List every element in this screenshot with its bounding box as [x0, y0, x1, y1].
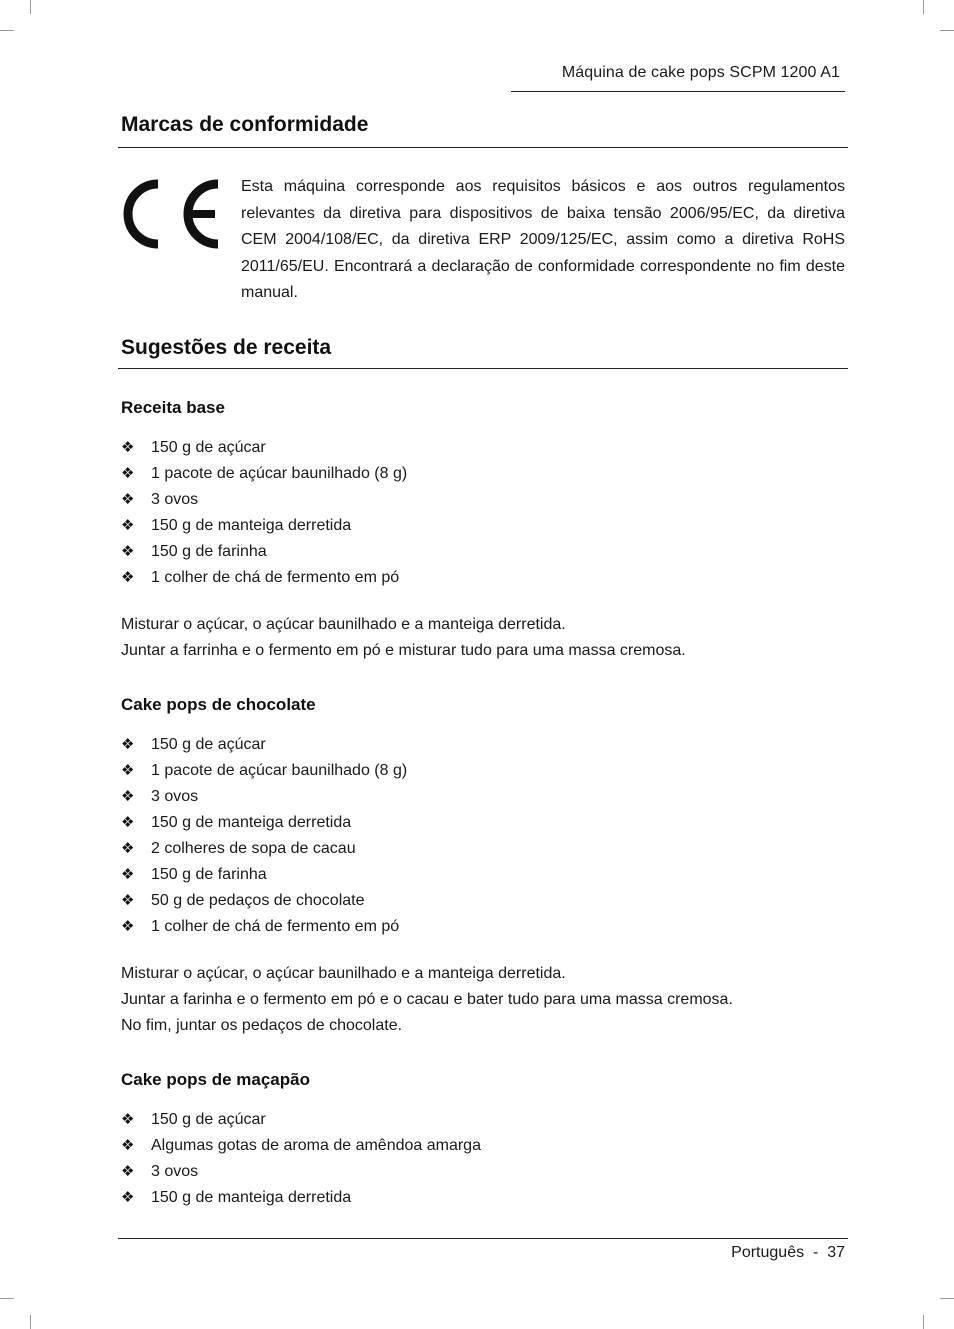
list-item: ❖ 1 pacote de açúcar baunilhado (8 g)	[121, 758, 407, 784]
method-line: Juntar a farinha e o fermento em pó e o cacau e bater tudo para uma massa cremosa.	[121, 991, 733, 1008]
diamond-bullet-icon: ❖	[121, 918, 135, 935]
diamond-bullet-icon: ❖	[121, 1137, 135, 1154]
recipe-title-marzipan: Cake pops de maçapão	[121, 1070, 310, 1089]
crop-mark	[940, 1298, 954, 1299]
list-item: ❖ 1 colher de chá de fermento em pó	[121, 565, 407, 591]
list-item: ❖ 3 ovos	[121, 784, 407, 810]
conformity-text: Esta máquina corresponde aos requisitos básicos e aos outros regulamentos relevantes da diretiva para dispositivos de baixa tensão 2006/95/EC, da diretiva CEM 2004/108/EC, da diretiva ERP 2009/125/EC, assim como a diretiva RoHS 2011/65/EU. Encontrará a declaração de conformidade correspondente no fim deste manual.	[241, 178, 845, 302]
recipe-title-base: Receita base	[121, 398, 225, 417]
list-item: ❖ 150 g de farinha	[121, 862, 407, 888]
footer-rule	[118, 1238, 848, 1239]
diamond-bullet-icon: ❖	[121, 840, 135, 857]
list-item: ❖ 150 g de açúcar	[121, 732, 407, 758]
diamond-bullet-icon: ❖	[121, 788, 135, 805]
recipe-title-chocolate: Cake pops de chocolate	[121, 695, 316, 714]
diamond-bullet-icon: ❖	[121, 1163, 135, 1180]
list-item: ❖ 150 g de manteiga derretida	[121, 810, 407, 836]
list-item: ❖ 3 ovos	[121, 1159, 481, 1185]
list-item: ❖ 1 pacote de açúcar baunilhado (8 g)	[121, 461, 407, 487]
method-line: Misturar o açúcar, o açúcar baunilhado e a manteiga derretida.	[121, 616, 566, 633]
crop-mark	[940, 30, 954, 31]
ingredient-list-chocolate	[121, 732, 407, 940]
diamond-bullet-icon: ❖	[121, 866, 135, 883]
crop-mark	[30, 1315, 31, 1329]
crop-mark	[0, 30, 14, 31]
method-line: No fim, juntar os pedaços de chocolate.	[121, 1017, 403, 1034]
list-item: ❖ 150 g de açúcar	[121, 1107, 481, 1133]
list-item: ❖ 1 colher de chá de fermento em pó	[121, 914, 407, 940]
list-item: ❖ 150 g de açúcar	[121, 435, 407, 461]
running-header: Máquina de cake pops SCPM 1200 A1	[561, 64, 840, 81]
diamond-bullet-icon: ❖	[121, 439, 135, 456]
diamond-bullet-icon: ❖	[121, 517, 135, 534]
crop-mark	[923, 1315, 924, 1329]
method-chocolate	[121, 961, 733, 1039]
section-rule	[118, 147, 848, 148]
list-item: ❖ 3 ovos	[121, 487, 407, 513]
diamond-bullet-icon: ❖	[121, 543, 135, 560]
page-number: 37	[827, 1244, 845, 1261]
page-footer	[731, 1244, 845, 1262]
list-item: ❖ Algumas gotas de aroma de amêndoa amarga	[121, 1133, 481, 1159]
list-item: ❖ 2 colheres de sopa de cacau	[121, 836, 407, 862]
method-base	[121, 612, 686, 664]
diamond-bullet-icon: ❖	[121, 1189, 135, 1206]
section-heading-conformity: Marcas de conformidade	[121, 113, 369, 136]
diamond-bullet-icon: ❖	[121, 762, 135, 779]
crop-mark	[30, 0, 31, 14]
diamond-bullet-icon: ❖	[121, 465, 135, 482]
list-item: ❖ 150 g de farinha	[121, 539, 407, 565]
section-rule	[118, 368, 848, 369]
diamond-bullet-icon: ❖	[121, 569, 135, 586]
diamond-bullet-icon: ❖	[121, 736, 135, 753]
crop-mark	[0, 1298, 14, 1299]
method-line: Juntar a farrinha e o fermento em pó e misturar tudo para uma massa cremosa.	[121, 642, 686, 659]
header-rule	[511, 91, 845, 92]
ingredient-list-base	[121, 435, 407, 591]
list-item: ❖ 50 g de pedaços de chocolate	[121, 888, 407, 914]
footer-separator: -	[812, 1244, 819, 1261]
method-line: Misturar o açúcar, o açúcar baunilhado e a manteiga derretida.	[121, 965, 566, 982]
ingredient-list-marzipan	[121, 1107, 481, 1211]
diamond-bullet-icon: ❖	[121, 814, 135, 831]
diamond-bullet-icon: ❖	[121, 491, 135, 508]
crop-mark	[923, 0, 924, 14]
diamond-bullet-icon: ❖	[121, 892, 135, 909]
list-item: ❖ 150 g de manteiga derretida	[121, 513, 407, 539]
diamond-bullet-icon: ❖	[121, 1111, 135, 1128]
list-item: ❖ 150 g de manteiga derretida	[121, 1185, 481, 1211]
footer-language: Português	[731, 1244, 805, 1261]
section-heading-recipes: Sugestões de receita	[121, 336, 332, 359]
ce-mark-icon	[118, 176, 222, 252]
